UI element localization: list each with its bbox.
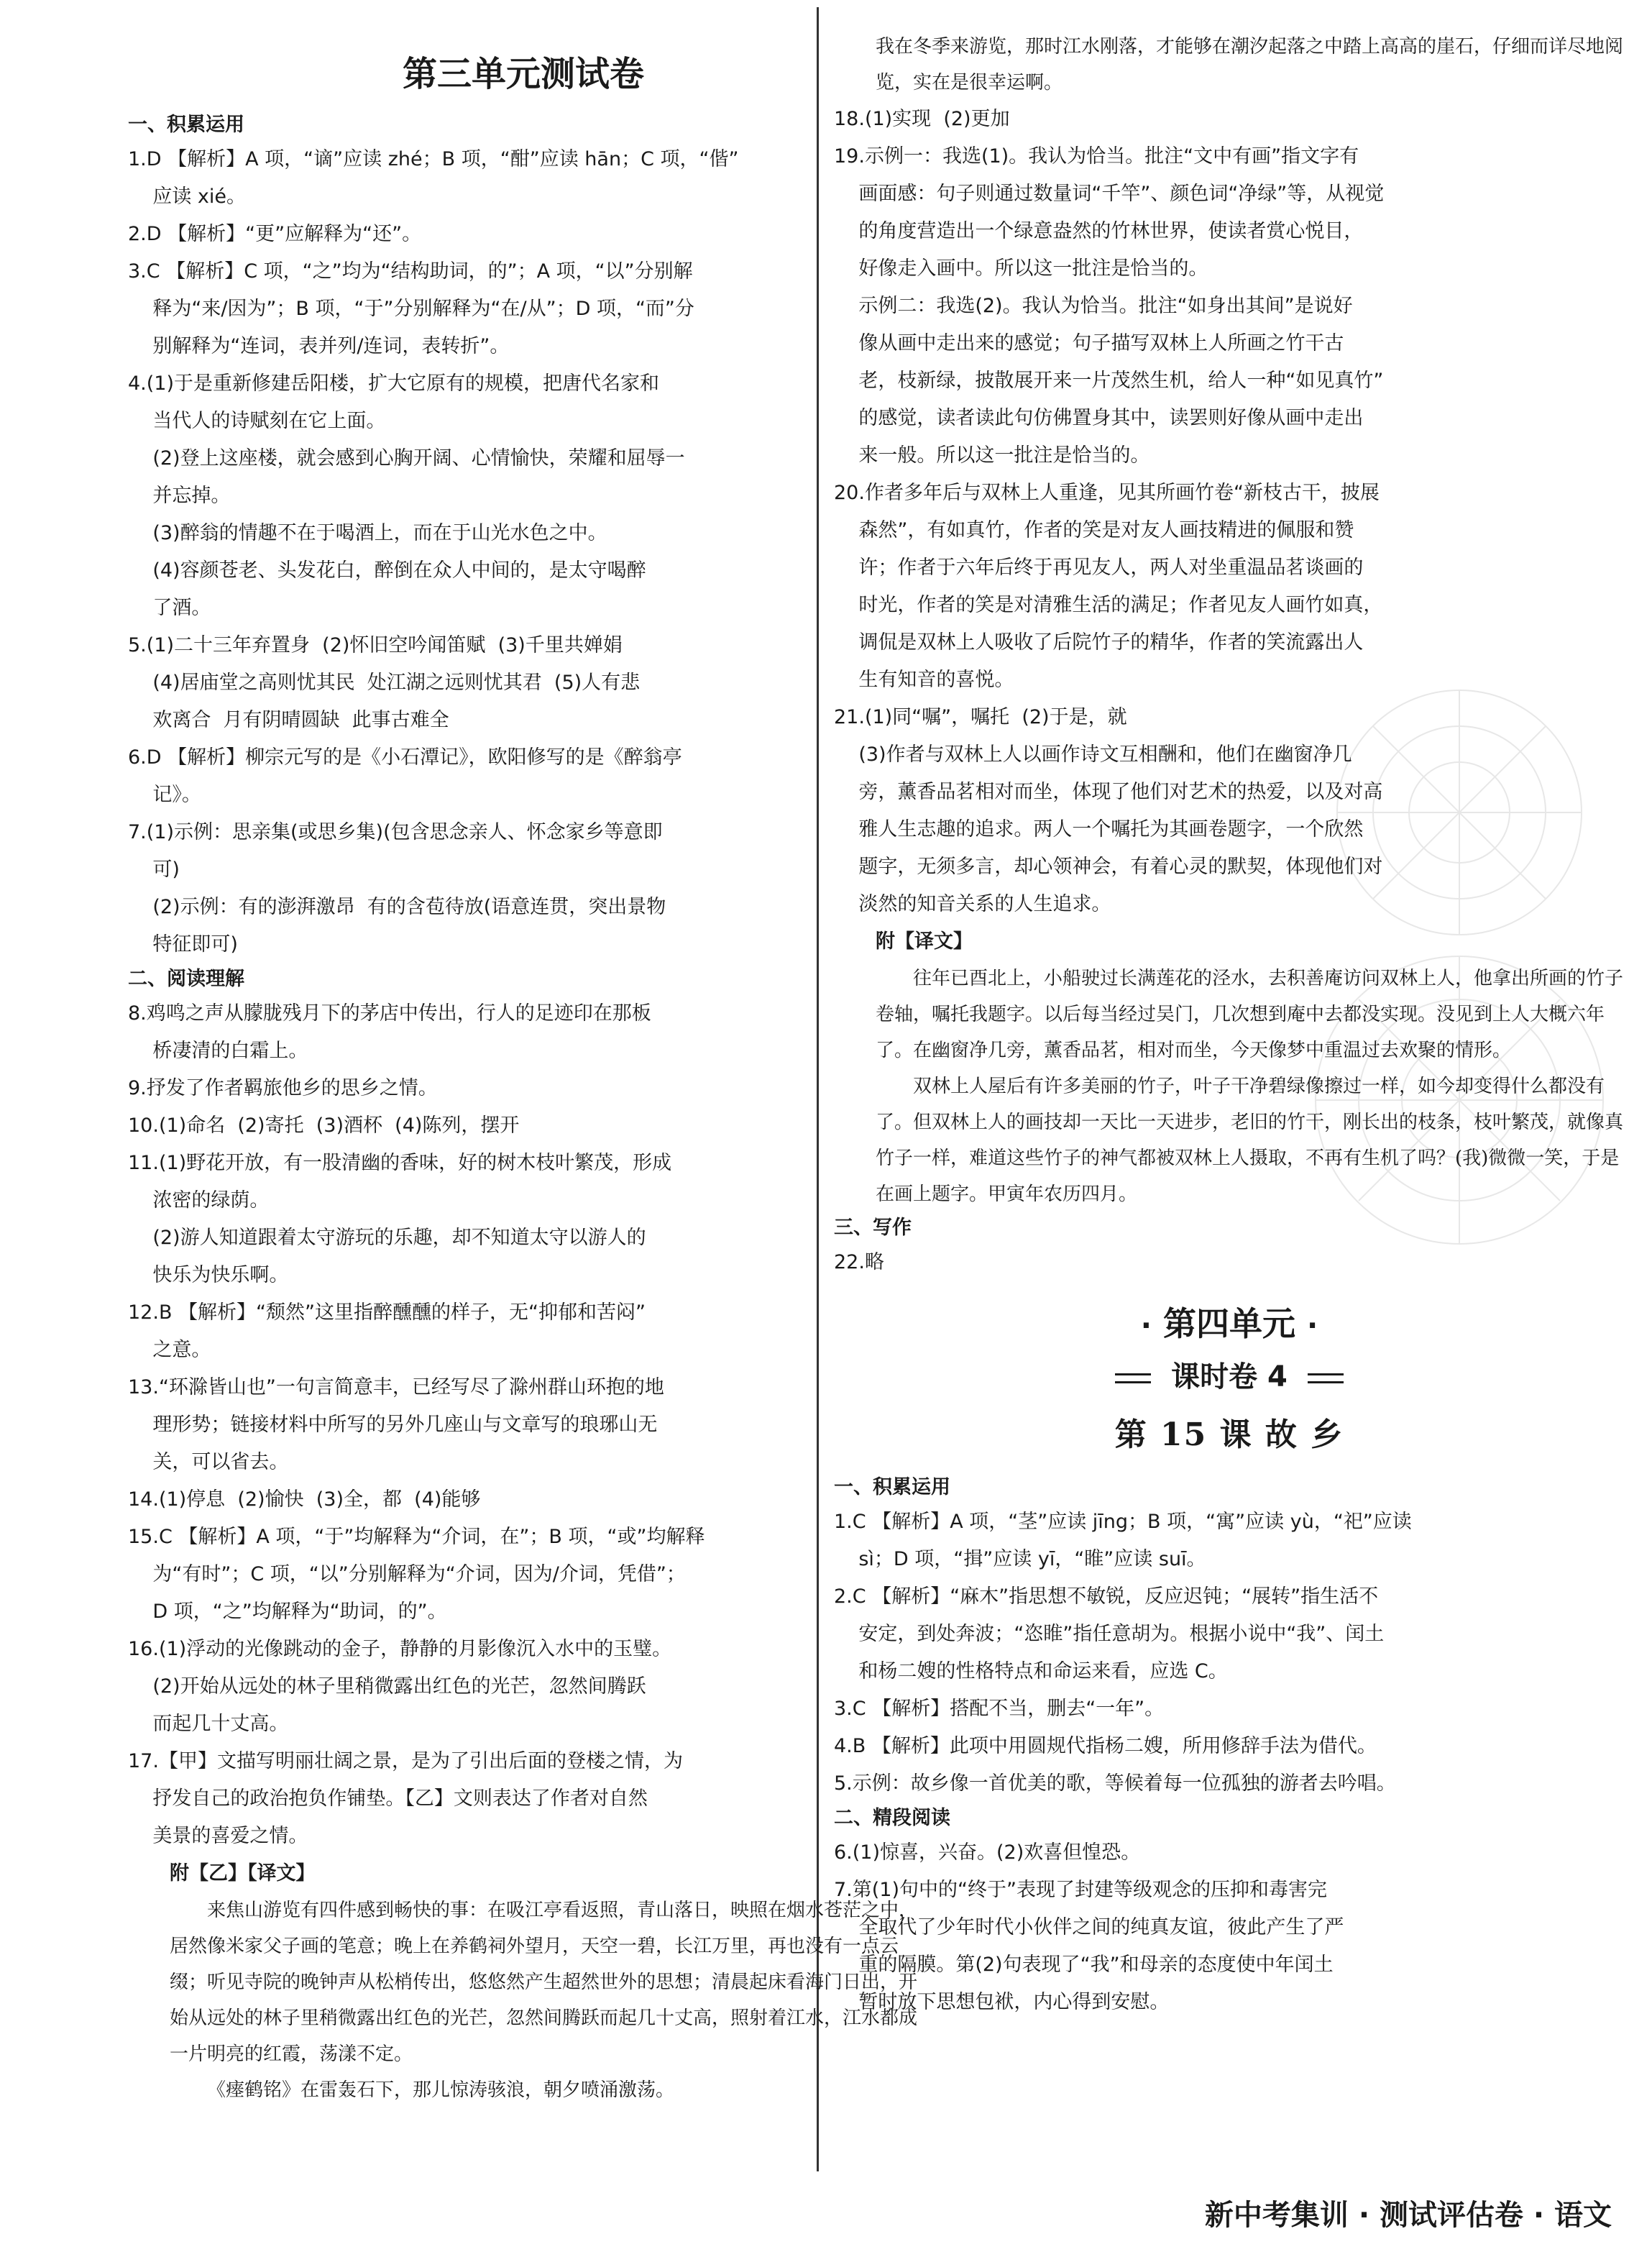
answer-line: 6.D 【解析】柳宗元写的是《小石潭记》，欧阳修写的是《醉翁亭 (128, 746, 682, 769)
answer-line: 重的隔膜。第(2)句表现了“我”和母亲的态度使中年闰土 (834, 1954, 1334, 1976)
answer-line: (3)作者与双林上人以画作诗文互相酬和，他们在幽窗净几 (834, 743, 1352, 766)
answer-line: 18.(1)实现 (2)更加 (834, 108, 1010, 130)
section-heading: 一、积累运用 (128, 114, 244, 136)
answer-line: 1.C 【解析】A 项，“茎”应读 jīng；B 项，“寓”应读 yù，“祀”应读 (834, 1511, 1412, 1533)
answer-line: 3.C 【解析】C 项，“之”均为“结构助词，的”；A 项，“以”分别解 (128, 260, 693, 283)
answer-line: 应读 xié。 (128, 186, 247, 208)
left-column (128, 29, 919, 2108)
answer-line: 4.B 【解析】此项中用圆规代指杨二嫂，所用修辞手法为借代。 (834, 1735, 1377, 1757)
answer-line: 浓密的绿荫。 (128, 1189, 270, 1212)
answer-line: 雅人生志趣的追求。两人一个嘱托为其画卷题字，一个欣然 (834, 818, 1364, 841)
section-heading: 二、精段阅读 (834, 1807, 950, 1829)
answer-line: 20.作者多年后与双林上人重逢，见其所画竹卷“新枝古干，披展 (834, 482, 1380, 504)
answer-line: 老，枝新绿，披散展开来一片茂然生机，给人一种“如见真竹” (834, 370, 1384, 392)
answer-line: 调侃是双林上人吸收了后院竹子的精华，作者的笑流露出人 (834, 631, 1364, 654)
answer-line: 旁，薰香品茗相对而坐，体现了他们对艺术的热爱，以及对高 (834, 781, 1383, 803)
answer-line: 题字，无须多言，却心领神会，有着心灵的默契，体现他们对 (834, 856, 1383, 878)
answer-line: 22.略 (834, 1251, 884, 1273)
answer-line: 17.【甲】文描写明丽壮阔之景，是为了引出后面的登楼之情，为 (128, 1750, 683, 1772)
answer-line: 19.示例一：我选(1)。我认为恰当。批注“文中有画”指文字有 (834, 145, 1359, 168)
answer-line: (2)游人知道跟着太守游玩的乐趣，却不知道太守以游人的 (128, 1227, 646, 1249)
answer-line: 画面感：句子则通过数量词“千竿”、颜色词“净绿”等，从视觉 (834, 183, 1385, 205)
unit-dot-right: · (1307, 1309, 1318, 1342)
answer-line: 12.B 【解析】“颓然”这里指醉醺醺的样子，无“抑郁和苦闷” (128, 1301, 646, 1324)
answer-line: 2.D 【解析】“更”应解释为“还”。 (128, 223, 422, 245)
lesson-volume-title: 课时卷 4 (1171, 1360, 1288, 1393)
answer-line: 可) (128, 858, 180, 881)
answer-line: 的角度营造出一个绿意盎然的竹林世界，使读者赏心悦目， (834, 220, 1364, 242)
answer-line: 生有知音的喜悦。 (834, 669, 1014, 691)
answer-line: 之意。 (128, 1339, 211, 1361)
answer-line: 而起几十丈高。 (128, 1713, 289, 1735)
answer-line: 全取代了少年时代小伙伴之间的纯真友谊，彼此产生了严 (834, 1916, 1344, 1938)
section-heading: 一、积累运用 (834, 1476, 950, 1498)
translation-paragraph: 《瘗鹤铭》在雷轰石下，那儿惊涛骇浪，朝夕喷涌激荡。 (207, 2079, 675, 2101)
unit-title: 第四单元 (1163, 1304, 1295, 1343)
answer-line: 和杨二嫂的性格特点和命运来看，应选 C。 (834, 1660, 1228, 1682)
answer-line: 的感觉，读者读此句仿佛置身其中，读罢则好像从画中走出 (834, 407, 1364, 429)
answer-line: 美景的喜爱之情。 (128, 1825, 308, 1847)
lesson-answers (834, 1472, 1625, 2021)
unit-dot-left: · (1140, 1309, 1152, 1342)
translation-paragraph: 双林上人屋后有许多美丽的竹子，叶子干净碧绿像擦过一样，如今却变得什么都没有了。但双林上人的画技却一天比一天进步，老旧的竹干，刚长出的枝条，枝叶繁茂，就像真竹子一样，难道这些竹子的神气都被双林上人摄取，不再有生机了吗？(我)微微一笑，于是在画上题字。甲寅年农历四月。 (876, 1076, 1624, 1205)
answer-line: 3.C 【解析】搭配不当，删去“一年”。 (834, 1698, 1165, 1720)
answer-line: 森然”，有如真竹，作者的笑是对友人画技精进的佩服和赞 (834, 519, 1354, 541)
answer-line: 淡然的知音关系的人生追求。 (834, 893, 1111, 915)
answer-line: 了酒。 (128, 597, 211, 619)
answer-line: 特征即可) (128, 933, 238, 956)
answer-line: 来一般。所以这一批注是恰当的。 (834, 444, 1150, 467)
left-column-body (128, 109, 919, 2108)
translation-continuation: 我在冬季来游览，那时江水刚落，才能够在潮汐起落之中踏上高高的崖石，仔细而详尽地阅览，实在是很幸运啊。 (876, 36, 1624, 93)
answer-line: 欢离合 月有阴晴圆缺 此事古难全 (128, 709, 449, 731)
answer-line: 抒发自己的政治抱负作铺垫。【乙】文则表达了作者对自然 (128, 1787, 648, 1810)
answer-line: 7.(1)示例：思亲集(或思乡集)(包含思念亲人、怀念家乡等意即 (128, 821, 663, 843)
translation-paragraph: 来焦山游览有四件感到畅快的事：在吸江亭看返照，青山落日，映照在烟水苍茫之中，居然像米家父子画的笔意；晚上在养鹤祠外望月，天空一碧，长江万里，再也没有一点云缀；听见寺院的晚钟声从松梢传出，悠悠然产生超然世外的思想；清晨起床看海门日出，开始从远处的林子里稍微露出红色的光芒，忽然间腾跃而起几十丈高，照射着江水，江水都成一片明亮的红霞，荡漾不定。 (170, 1900, 918, 2065)
page-title: 第三单元测试卷 (402, 54, 644, 94)
answer-line: 13.“环滁皆山也”一句言简意丰，已经写尽了滁州群山环抱的地 (128, 1376, 664, 1398)
answer-line: 10.(1)命名 (2)寄托 (3)酒杯 (4)陈列，摆开 (128, 1114, 520, 1137)
answer-line: 暂时放下思想包袱，内心得到安慰。 (834, 1991, 1170, 2013)
answer-line: 许；作者于六年后终于再见友人，两人对坐重温品茗谈画的 (834, 557, 1364, 579)
answer-line: 安定，到处奔波；“恣睢”指任意胡为。根据小说中“我”、闰土 (834, 1623, 1385, 1645)
answer-line: 为“有时”；C 项，“以”分别解释为“介词，因为/介词，凭借”； (128, 1563, 686, 1585)
answer-line: 14.(1)停息 (2)愉快 (3)全，都 (4)能够 (128, 1488, 481, 1511)
translation-paragraph: 往年已酉北上，小船驶过长满莲花的泾水，去积善庵访问双林上人，他拿出所画的竹子卷轴，嘱托我题字。以后每当经过吴门，几次想到庵中去都没实现。没见到上人大概六年了。在幽窗净几旁，薰香品茗，相对而坐，今天像梦中重温过去欢聚的情形。 (876, 968, 1624, 1061)
answer-line: 时光，作者的笑是对清雅生活的满足；作者见友人画竹如真， (834, 594, 1383, 616)
answer-line: 11.(1)野花开放，有一股清幽的香味，好的树木枝叶繁茂，形成 (128, 1152, 672, 1174)
right-column-answers (834, 29, 1625, 1281)
answer-line: 4.(1)于是重新修建岳阳楼，扩大它原有的规模，把唐代名家和 (128, 372, 660, 395)
unit-heading (834, 1300, 1625, 1350)
answer-line: (2)开始从远处的林子里稍微露出红色的光芒，忽然间腾跃 (128, 1675, 646, 1698)
answer-line: 21.(1)同“嘱”，嘱托 (2)于是，就 (834, 706, 1127, 728)
answer-line: 释为“来/因为”；B 项，“于”分别解释为“在/从”；D 项，“而”分 (128, 298, 694, 320)
answer-line: 别解释为“连词，表并列/连词，表转折”。 (128, 335, 510, 357)
answer-line: 好像走入画中。所以这一批注是恰当的。 (834, 257, 1208, 280)
answer-line: 2.C 【解析】“麻木”指思想不敏锐，反应迟钝；“展转”指生活不 (834, 1585, 1379, 1608)
answer-line: 关，可以省去。 (128, 1451, 289, 1473)
answer-line: 当代人的诗赋刻在它上面。 (128, 410, 386, 432)
answer-line: 理形势；链接材料中所写的另外几座山与文章写的琅琊山无 (128, 1414, 658, 1436)
answer-line: 示例二：我选(2)。我认为恰当。批注“如身出其间”是说好 (834, 295, 1353, 317)
lesson-title: 第 15 课 故 乡 (1114, 1416, 1344, 1453)
double-bar-right (1308, 1373, 1344, 1383)
appendix-heading: 附【译文】 (876, 930, 973, 953)
double-bar-left (1115, 1373, 1151, 1383)
answer-line: (2)示例：有的澎湃激昂 有的含苞待放(语意连贯，突出景物 (128, 896, 666, 918)
answer-line: D 项，“之”均解释为“助词，的”。 (128, 1601, 447, 1623)
answer-line: 15.C 【解析】A 项，“于”均解释为“介词，在”；B 项，“或”均解释 (128, 1526, 705, 1548)
footer-series-title: 新中考集训 · 测试评估卷 · 语文 (1204, 2199, 1612, 2232)
answer-line: 像从画中走出来的感觉；句子描写双林上人所画之竹干古 (834, 332, 1344, 354)
appendix-heading: 附【乙】【译文】 (170, 1862, 316, 1885)
answer-line: 9.抒发了作者羁旅他乡的思乡之情。 (128, 1077, 438, 1099)
answer-line: 并忘掉。 (128, 485, 231, 507)
answer-line: 桥凄清的白霜上。 (128, 1040, 308, 1062)
answer-line: (4)容颜苍老、头发花白，醉倒在众人中间的，是太守喝醉 (128, 559, 646, 582)
answer-line: 6.(1)惊喜，兴奋。(2)欢喜但惶恐。 (834, 1841, 1141, 1864)
answer-line: 记》。 (128, 784, 201, 806)
answer-line: (4)居庙堂之高则忧其民 处江湖之远则忧其君 (5)人有悲 (128, 672, 641, 694)
answer-line: 7.第(1)句中的“终于”表现了封建等级观念的压抑和毒害完 (834, 1879, 1327, 1901)
answer-line: (3)醉翁的情趣不在于喝酒上，而在于山光水色之中。 (128, 522, 607, 544)
answer-line: sì；D 项，“揖”应读 yī，“睢”应读 suī。 (834, 1548, 1206, 1570)
right-column (834, 29, 1625, 2021)
answer-line: (2)登上这座楼，就会感到心胸开阔、心情愉快，荣耀和屈辱一 (128, 447, 685, 470)
section-heading: 二、阅读理解 (128, 968, 244, 990)
answer-line: 8.鸡鸣之声从朦胧残月下的茅店中传出，行人的足迹印在那板 (128, 1002, 651, 1025)
answer-line: 5.示例：故乡像一首优美的歌，等候着每一位孤独的游者去吟唱。 (834, 1772, 1396, 1795)
section-heading: 三、写作 (834, 1217, 912, 1239)
answer-line: 16.(1)浮动的光像跳动的金子，静静的月影像沉入水中的玉璧。 (128, 1638, 672, 1660)
answer-line: 1.D 【解析】A 项，“谪”应读 zhé；B 项，“酣”应读 hān；C 项，“偕” (128, 148, 739, 170)
lesson-volume-heading (834, 1355, 1625, 1398)
answer-line: 5.(1)二十三年弃置身 (2)怀旧空吟闻笛赋 (3)千里共婵娟 (128, 634, 623, 656)
answer-line: 快乐为快乐啊。 (128, 1264, 289, 1286)
